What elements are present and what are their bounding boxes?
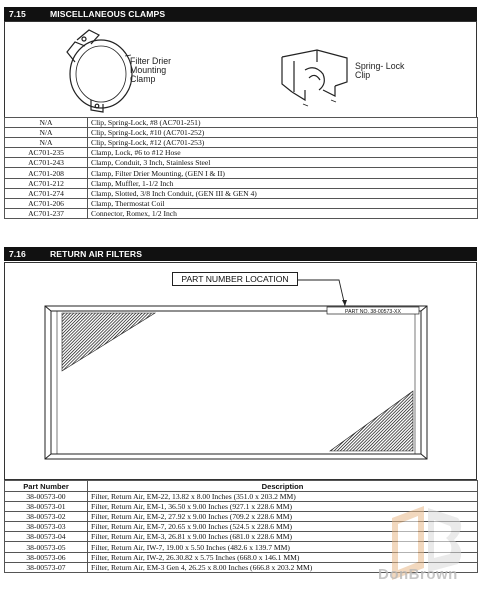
part-number-cell: AC701-243	[5, 158, 88, 168]
spring-lock-clip-drawing	[282, 50, 347, 106]
callout-leader	[297, 280, 345, 306]
section-number: 7.15	[9, 9, 26, 19]
table-header-row	[5, 481, 478, 492]
section-title: MISCELLANEOUS CLAMPS	[50, 9, 166, 19]
column-header-description: Description	[88, 481, 478, 492]
part-number-cell: 38-00573-02	[5, 512, 88, 522]
description-cell: Clamp, Muffler, 1-1/2 Inch	[88, 178, 478, 188]
part-number-cell: 38-00573-05	[5, 542, 88, 552]
section-title: RETURN AIR FILTERS	[50, 249, 143, 259]
table-row	[5, 168, 478, 178]
part-number-cell: AC701-208	[5, 168, 88, 178]
description-cell: Filter, Return Air, EM-22, 13.82 x 8.00 Inches (351.0 x 203.2 MM)	[88, 492, 478, 502]
section-header-misc-clamps	[4, 7, 477, 21]
part-number-cell: 38-00573-01	[5, 502, 88, 512]
clamps-figure	[4, 21, 477, 118]
clamps-illustration	[5, 22, 476, 117]
donbrown-logo-watermark	[362, 498, 472, 598]
table-row	[5, 178, 478, 188]
table-row	[5, 148, 478, 158]
table-row	[5, 118, 478, 128]
part-number-location-callout: PART NUMBER LOCATION	[172, 272, 298, 286]
part-number-cell: AC701-235	[5, 148, 88, 158]
part-number-cell: 38-00573-07	[5, 562, 88, 572]
table-row	[5, 158, 478, 168]
description-cell: Clamp, Conduit, 3 Inch, Stainless Steel	[88, 158, 478, 168]
description-cell: Clamp, Lock, #6 to #12 Hose	[88, 148, 478, 158]
section-number: 7.16	[9, 249, 26, 259]
part-number-cell: AC701-274	[5, 188, 88, 198]
part-number-cell: N/A	[5, 128, 88, 138]
description-cell: Clip, Spring-Lock, #8 (AC701-251)	[88, 118, 478, 128]
part-number-cell: AC701-237	[5, 208, 88, 218]
part-number-cell: 38-00573-04	[5, 532, 88, 542]
filter-drier-clamp-drawing	[67, 30, 132, 112]
table-row	[5, 128, 478, 138]
description-cell: Filter, Return Air, EM-7, 20.65 x 9.00 Inches (524.5 x 228.6 MM)	[88, 522, 478, 532]
description-cell: Filter, Return Air, EM-3 Gen 4, 26.25 x 8.00 Inches (666.8 x 203.2 MM)	[88, 562, 478, 572]
section-header-return-air-filters	[4, 247, 477, 261]
part-number-cell: 38-00573-03	[5, 522, 88, 532]
part-number-plate-text: PART NO. 38-00573-XX	[345, 309, 401, 315]
part-number-cell: N/A	[5, 138, 88, 148]
description-cell: Filter, Return Air, EM-3, 26.81 x 9.00 Inches (681.0 x 228.6 MM)	[88, 532, 478, 542]
description-cell: Connector, Romex, 1/2 Inch	[88, 208, 478, 218]
table-row	[5, 208, 478, 218]
description-cell: Clamp, Thermostat Coil	[88, 198, 478, 208]
donbrown-watermark-text: DonBrown	[378, 566, 458, 583]
part-number-cell: 38-00573-06	[5, 552, 88, 562]
description-cell: Clip, Spring-Lock, #10 (AC701-252)	[88, 128, 478, 138]
description-cell: Filter, Return Air, IW-2, 26.30.82 x 5.75 Inches (668.0 x 146.1 MM)	[88, 552, 478, 562]
part-number-cell: AC701-212	[5, 178, 88, 188]
filter-media-hatch-bottom-right	[330, 391, 413, 451]
filter-drier-label: Filter Drier Mounting Clamp	[130, 56, 172, 85]
description-cell: Filter, Return Air, EM-1, 36.50 x 9.00 Inches (927.1 x 228.6 MM)	[88, 502, 478, 512]
column-header-part-number: Part Number	[5, 481, 88, 492]
table-row	[5, 138, 478, 148]
description-cell: Clamp, Filter Drier Mounting, (GEN I & II)	[88, 168, 478, 178]
filter-figure	[4, 262, 477, 480]
filter-illustration	[5, 263, 476, 479]
description-cell: Clip, Spring-Lock, #12 (AC701-253)	[88, 138, 478, 148]
table-row	[5, 198, 478, 208]
description-cell: Filter, Return Air, IW-7, 19.00 x 5.50 Inches (482.6 x 139.7 MM)	[88, 542, 478, 552]
part-number-cell: AC701-206	[5, 198, 88, 208]
filter-media-hatch-top-left	[62, 313, 155, 371]
spring-lock-label: Spring- Lock Clip	[355, 61, 405, 81]
table-row	[5, 188, 478, 198]
description-cell: Clamp, Slotted, 3/8 Inch Conduit, (GEN III & GEN 4)	[88, 188, 478, 198]
clamps-table	[4, 117, 478, 219]
description-cell: Filter, Return Air, EM-2, 27.92 x 9.00 Inches (709.2 x 228.6 MM)	[88, 512, 478, 522]
part-number-cell: N/A	[5, 118, 88, 128]
part-number-cell: 38-00573-00	[5, 492, 88, 502]
